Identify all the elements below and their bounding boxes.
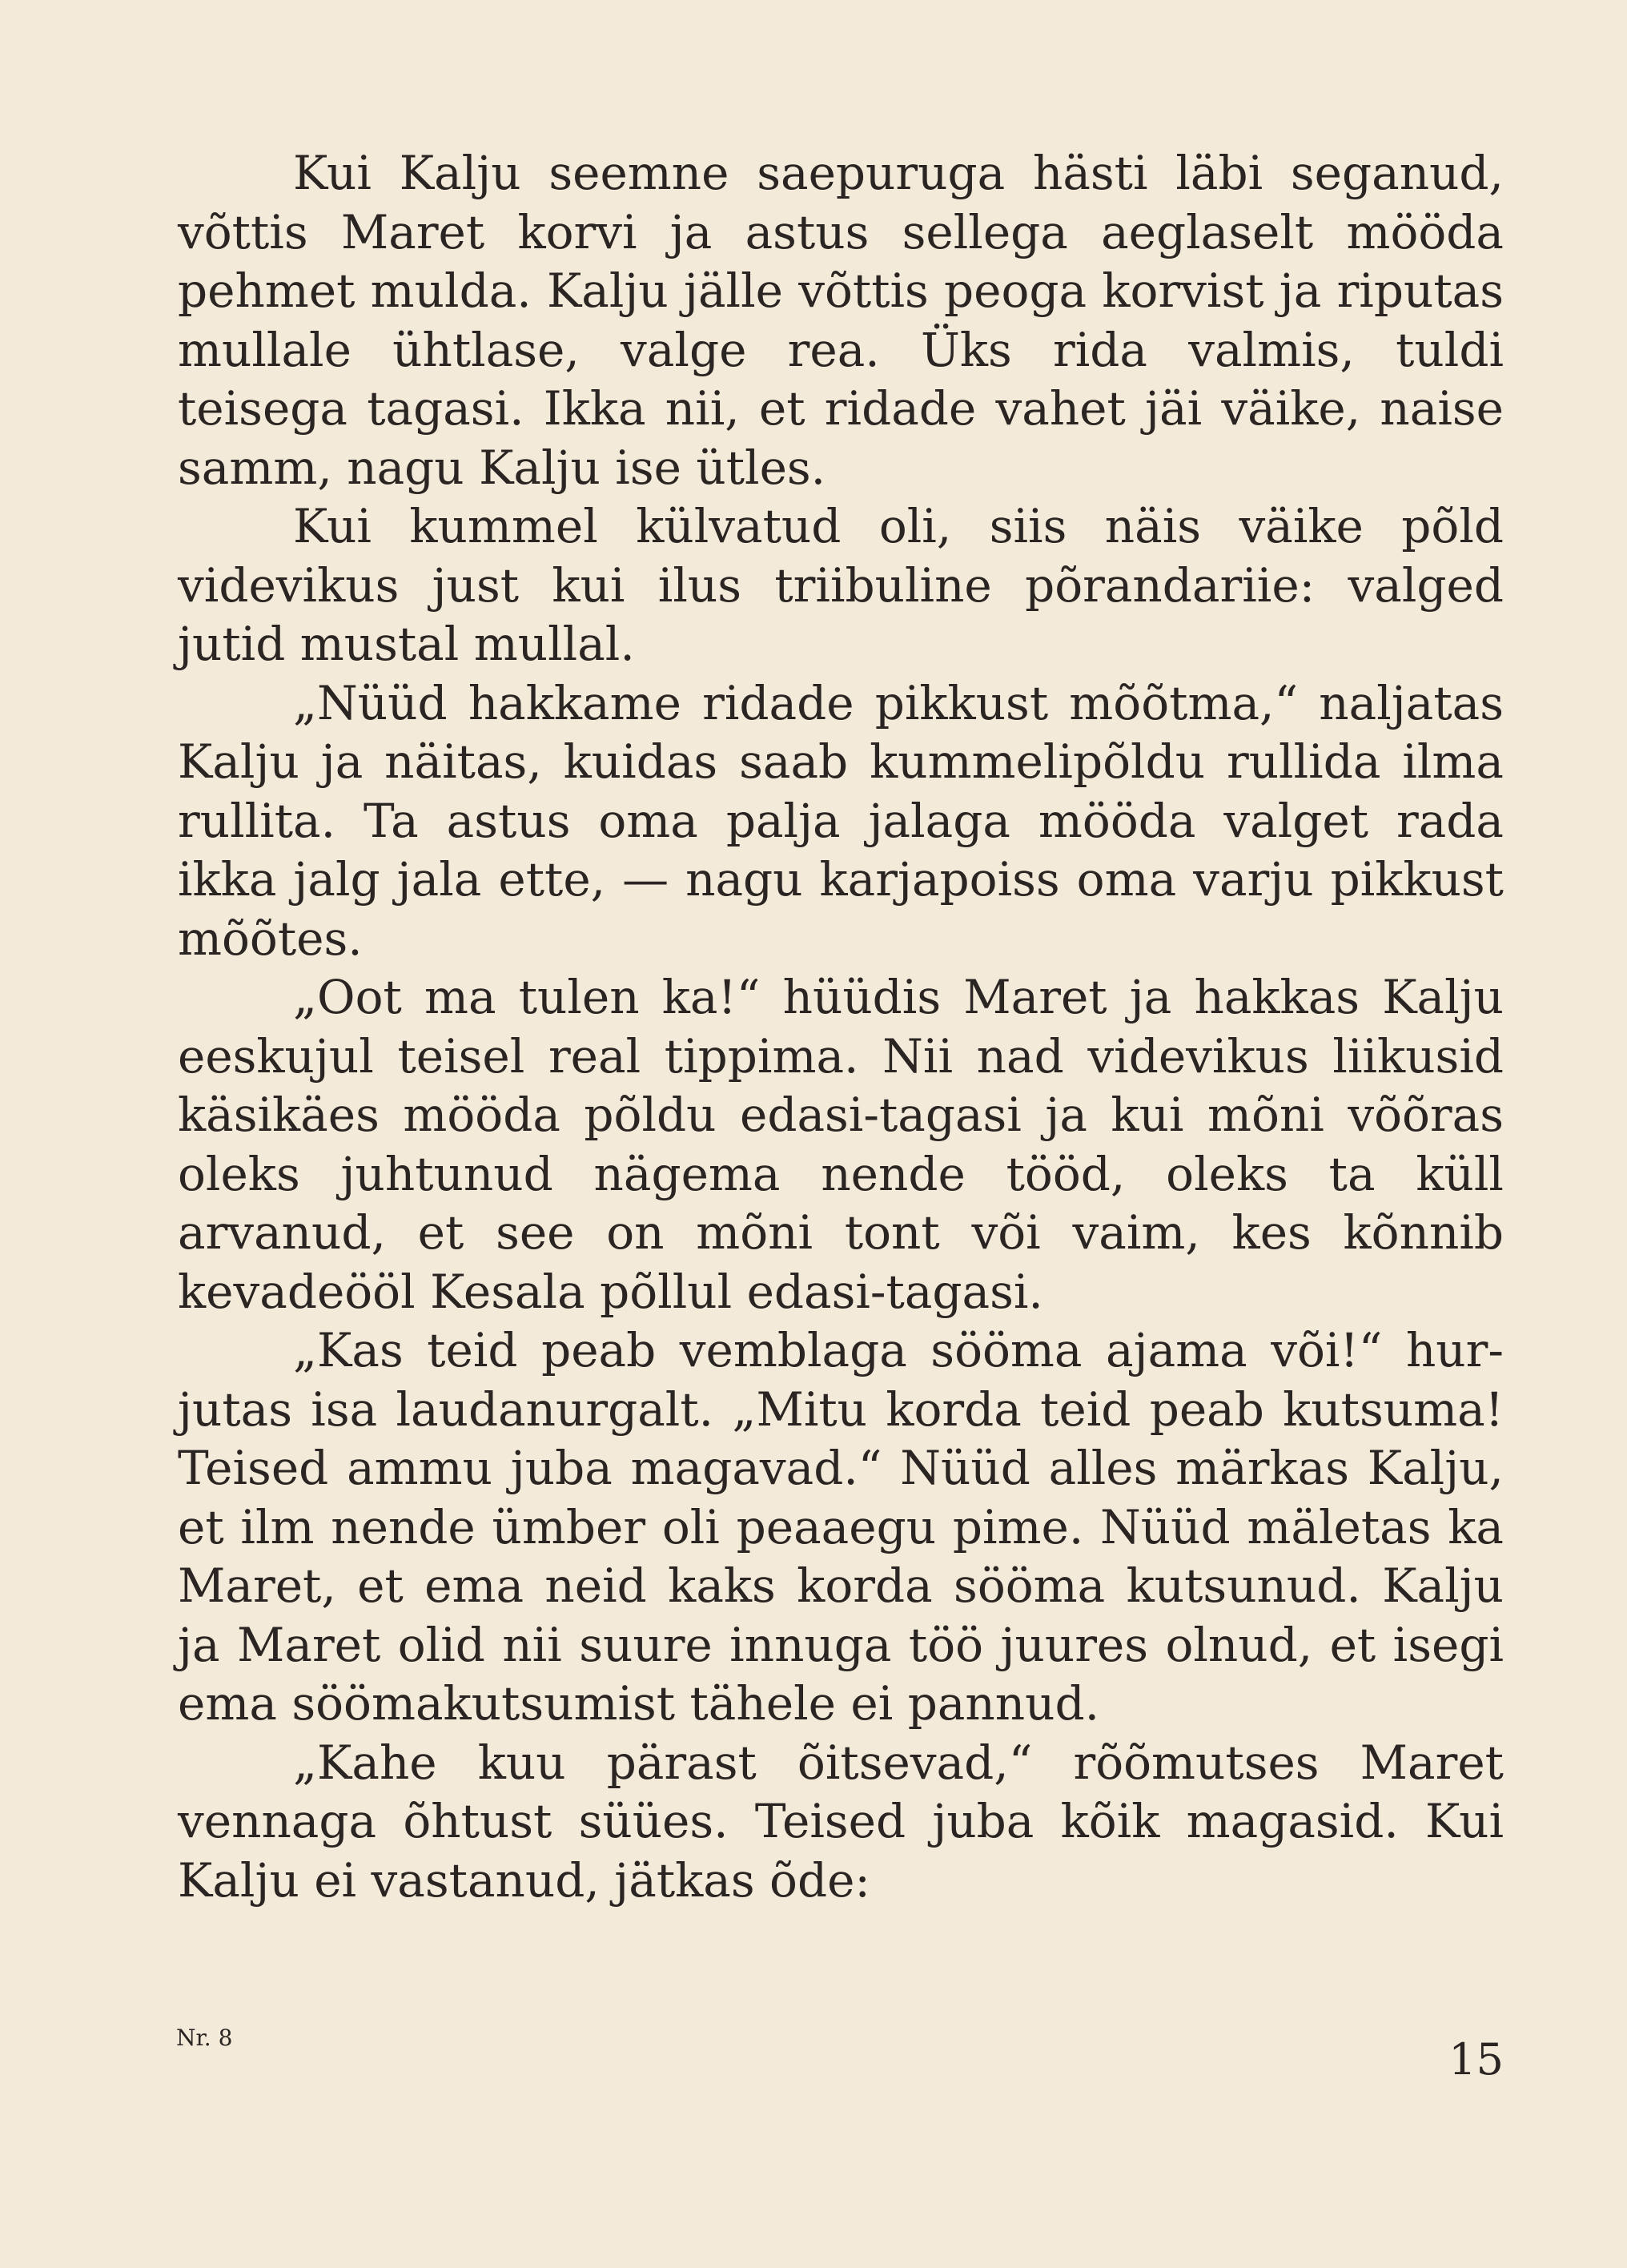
paragraph: Kui kummel külvatud oli, siis näis väike põld videvikus just kui ilus triibuline põrandariie: valged jutid mustal mullal. (178, 499, 1504, 671)
paragraph: „Kas teid peab vemblaga sööma ajama või!“ hurjutas isa laudanurgalt. „Mitu korda teid peab kutsuma! Teised ammu juba magavad.“ Nüüd alles märkas Kalju, et ilm nende ümber oli peaaegu pime. Nüüd mäletas ka Maret, et ema neid kaks korda sööma kutsunud. Kalju ja Maret olid nii suure innuga töö juures olnud, et isegi ema söömakutsumist tähele ei pannud. (178, 1323, 1504, 1731)
paragraph: „Kahe kuu pärast õitsevad,“ rõõmutses Maret vennaga õhtust süües. Teised juba kõik magasid. Kui Kalju ei vastanud, jätkas õde: (178, 1735, 1504, 1908)
printer-signature: Nr. 8 (176, 2025, 233, 2051)
paragraph: „Nüüd hakkame ridade pikkust mõõtma,“ naljatas Kalju ja näitas, kuidas saab kummelipõldu rullida ilma rullita. Ta astus oma palja jalaga mööda valget rada ikka jalg jala ette, — nagu karjapoiss oma varju pikkust mõõtes. (178, 675, 1504, 966)
paragraph: „Oot ma tulen ka!“ hüüdis Maret ja hakkas Kalju eeskujul teisel real tippima. Nii nad videvikus liikusid käsikäes mööda põldu edasi-tagasi ja kui mõni võõras oleks juhtunud nägema nende tööd, oleks ta küll arvanud, et see on mõni tont või vaim, kes kõnnib kevadeööl Kesala põllul edasi-tagasi. (178, 970, 1504, 1319)
page-number: 15 (1448, 2034, 1504, 2085)
paragraph: Kui Kalju seemne saepuruga hästi läbi seganud, võttis Maret korvi ja astus sellega aeglaselt mööda pehmet mulda. Kalju jälle võttis peoga korvist ja riputas mullale ühtlase, valge rea. Üks rida valmis, tuldi teisega tagasi. Ikka nii, et ridade vahet jäi väike, naise samm, nagu Kalju ise ütles. (178, 146, 1504, 495)
body-text (178, 144, 1504, 1910)
